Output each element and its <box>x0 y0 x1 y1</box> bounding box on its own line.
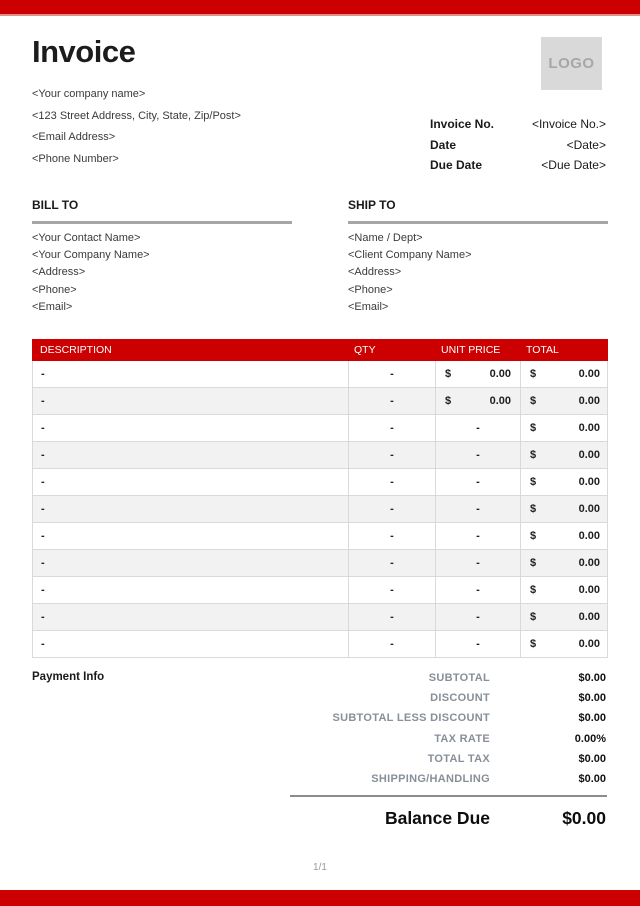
invoice-number-label: Invoice No. <box>430 117 495 132</box>
cell-unit-price: - <box>436 496 521 522</box>
items-table-header <box>32 339 608 361</box>
cell-total <box>521 523 609 549</box>
amount: 0.00 <box>578 611 600 623</box>
company-info <box>32 84 241 170</box>
table-row <box>33 361 607 388</box>
cell-total <box>521 361 609 387</box>
cell-qty: - <box>349 388 436 414</box>
cell-unit-price: - <box>436 523 521 549</box>
tax-rate-value: 0.00% <box>574 732 606 745</box>
invoice-date-value: <Date> <box>566 137 606 152</box>
amount: 0.00 <box>578 449 600 461</box>
cell-qty: - <box>349 361 436 387</box>
balance-due-divider <box>290 795 607 797</box>
currency-symbol: $ <box>530 557 537 569</box>
amount: 0.00 <box>578 476 600 488</box>
balance-due-value: $0.00 <box>562 807 606 828</box>
total-tax-value: $0.00 <box>578 752 606 765</box>
bill-to-phone: <Phone> <box>32 283 77 296</box>
shipping-handling-value: $0.00 <box>578 773 606 786</box>
bill-to-lines <box>32 230 292 316</box>
bill-to-company-name: <Your Company Name> <box>32 249 150 262</box>
cell-qty: - <box>349 415 436 441</box>
cell-qty: - <box>349 442 436 468</box>
invoice-meta <box>430 114 606 176</box>
cell-unit-price <box>436 361 521 387</box>
cell-description: - <box>33 361 349 387</box>
table-row <box>33 604 607 631</box>
top-accent-bar <box>0 0 640 16</box>
cell-unit-price: - <box>436 415 521 441</box>
cell-total <box>521 577 609 603</box>
cell-qty: - <box>349 496 436 522</box>
cell-total <box>521 604 609 630</box>
bill-to-email: <Email> <box>32 300 73 313</box>
column-header-qty: QTY <box>354 344 376 356</box>
table-row <box>33 550 607 577</box>
amount: 0.00 <box>578 530 600 542</box>
subtotal-row <box>32 668 606 688</box>
cell-total <box>521 631 609 657</box>
cell-description: - <box>33 631 349 657</box>
column-header-description: DESCRIPTION <box>40 344 112 356</box>
cell-description: - <box>33 523 349 549</box>
cell-total <box>521 496 609 522</box>
company-phone-line: <Phone Number> <box>32 152 119 165</box>
currency-symbol: $ <box>530 638 537 650</box>
tax-rate-row <box>32 729 606 749</box>
cell-total <box>521 469 609 495</box>
items-table <box>32 339 608 658</box>
balance-due-row <box>32 804 606 832</box>
table-row <box>33 577 607 604</box>
invoice-number-row <box>430 114 606 135</box>
currency-symbol: $ <box>530 584 537 596</box>
subtotal-label: SUBTOTAL <box>428 672 490 685</box>
cell-unit-price: - <box>436 604 521 630</box>
column-header-total: TOTAL <box>526 344 559 356</box>
invoice-date-row <box>430 135 606 156</box>
discount-row <box>32 688 606 708</box>
invoice-due-date-label: Due Date <box>430 158 483 173</box>
cell-total <box>521 442 609 468</box>
invoice-number-value: <Invoice No.> <box>531 117 606 132</box>
cell-unit-price: - <box>436 442 521 468</box>
amount: 0.00 <box>578 557 600 569</box>
discount-value: $0.00 <box>578 692 606 705</box>
currency-symbol: $ <box>445 395 452 407</box>
ship-to-lines <box>348 230 608 316</box>
bill-to-address: <Address> <box>32 266 86 279</box>
cell-qty: - <box>349 604 436 630</box>
ship-to-name-dept: <Name / Dept> <box>348 232 423 244</box>
currency-symbol: $ <box>530 449 537 461</box>
bill-to-rule <box>32 221 292 224</box>
items-table-body <box>32 361 608 658</box>
amount: 0.00 <box>489 395 511 407</box>
cell-description: - <box>33 496 349 522</box>
cell-description: - <box>33 388 349 414</box>
amount: 0.00 <box>578 503 600 515</box>
table-row <box>33 442 607 469</box>
total-tax-row <box>32 749 606 769</box>
amount: 0.00 <box>489 368 511 380</box>
table-row <box>33 415 607 442</box>
cell-qty: - <box>349 550 436 576</box>
currency-symbol: $ <box>445 368 452 380</box>
subtotal-less-discount-value: $0.00 <box>578 712 606 725</box>
page-number: 1/1 <box>313 862 327 873</box>
ship-to-section <box>348 197 608 316</box>
ship-to-address: <Address> <box>348 266 402 279</box>
cell-description: - <box>33 604 349 630</box>
balance-due-label: Balance Due <box>384 807 490 828</box>
cell-total <box>521 550 609 576</box>
cell-qty: - <box>349 577 436 603</box>
subtotal-less-discount-row <box>32 708 606 728</box>
logo-text: LOGO <box>548 55 595 72</box>
cell-qty: - <box>349 523 436 549</box>
bill-to-contact-name: <Your Contact Name> <box>32 232 141 244</box>
cell-unit-price: - <box>436 550 521 576</box>
payment-info-label: Payment Info <box>32 671 105 683</box>
cell-qty: - <box>349 469 436 495</box>
currency-symbol: $ <box>530 476 537 488</box>
ship-to-rule <box>348 221 608 224</box>
cell-unit-price: - <box>436 631 521 657</box>
table-row <box>33 523 607 550</box>
invoice-due-date-row <box>430 155 606 176</box>
company-email-line: <Email Address> <box>32 131 116 143</box>
amount: 0.00 <box>578 422 600 434</box>
currency-symbol: $ <box>530 422 537 434</box>
bill-to-heading: BILL TO <box>32 198 79 212</box>
amount: 0.00 <box>578 368 600 380</box>
ship-to-company-name: <Client Company Name> <box>348 249 472 262</box>
shipping-handling-row <box>32 769 606 789</box>
logo-placeholder <box>541 37 602 90</box>
page-title: Invoice <box>32 34 136 69</box>
invoice-due-date-value: <Due Date> <box>541 158 606 173</box>
currency-symbol: $ <box>530 368 537 380</box>
currency-symbol: $ <box>530 503 537 515</box>
bottom-accent-bar <box>0 890 640 906</box>
cell-total <box>521 388 609 414</box>
ship-to-heading: SHIP TO <box>348 198 396 212</box>
currency-symbol: $ <box>530 611 537 623</box>
company-name-line: <Your company name> <box>32 88 146 100</box>
table-row <box>33 469 607 496</box>
subtotal-less-discount-label: SUBTOTAL LESS DISCOUNT <box>332 712 490 725</box>
currency-symbol: $ <box>530 530 537 542</box>
column-header-unit-price: UNIT PRICE <box>441 344 501 356</box>
company-address-line: <123 Street Address, City, State, Zip/Post> <box>32 109 241 122</box>
table-row <box>33 631 607 658</box>
amount: 0.00 <box>578 395 600 407</box>
ship-to-email: <Email> <box>348 300 389 313</box>
cell-description: - <box>33 442 349 468</box>
cell-total <box>521 415 609 441</box>
amount: 0.00 <box>578 584 600 596</box>
ship-to-phone: <Phone> <box>348 283 393 296</box>
shipping-handling-label: SHIPPING/HANDLING <box>371 773 490 786</box>
cell-description: - <box>33 550 349 576</box>
totals-section <box>32 668 606 789</box>
cell-unit-price: - <box>436 577 521 603</box>
discount-label: DISCOUNT <box>430 692 490 705</box>
tax-rate-label: TAX RATE <box>434 732 490 745</box>
currency-symbol: $ <box>530 395 537 407</box>
cell-qty: - <box>349 631 436 657</box>
bill-to-section <box>32 197 292 316</box>
table-row <box>33 388 607 415</box>
cell-description: - <box>33 469 349 495</box>
total-tax-label: TOTAL TAX <box>427 752 490 765</box>
cell-description: - <box>33 415 349 441</box>
amount: 0.00 <box>578 638 600 650</box>
subtotal-value: $0.00 <box>578 672 606 685</box>
table-row <box>33 496 607 523</box>
cell-description: - <box>33 577 349 603</box>
invoice-date-label: Date <box>430 137 457 152</box>
cell-unit-price <box>436 388 521 414</box>
cell-unit-price: - <box>436 469 521 495</box>
